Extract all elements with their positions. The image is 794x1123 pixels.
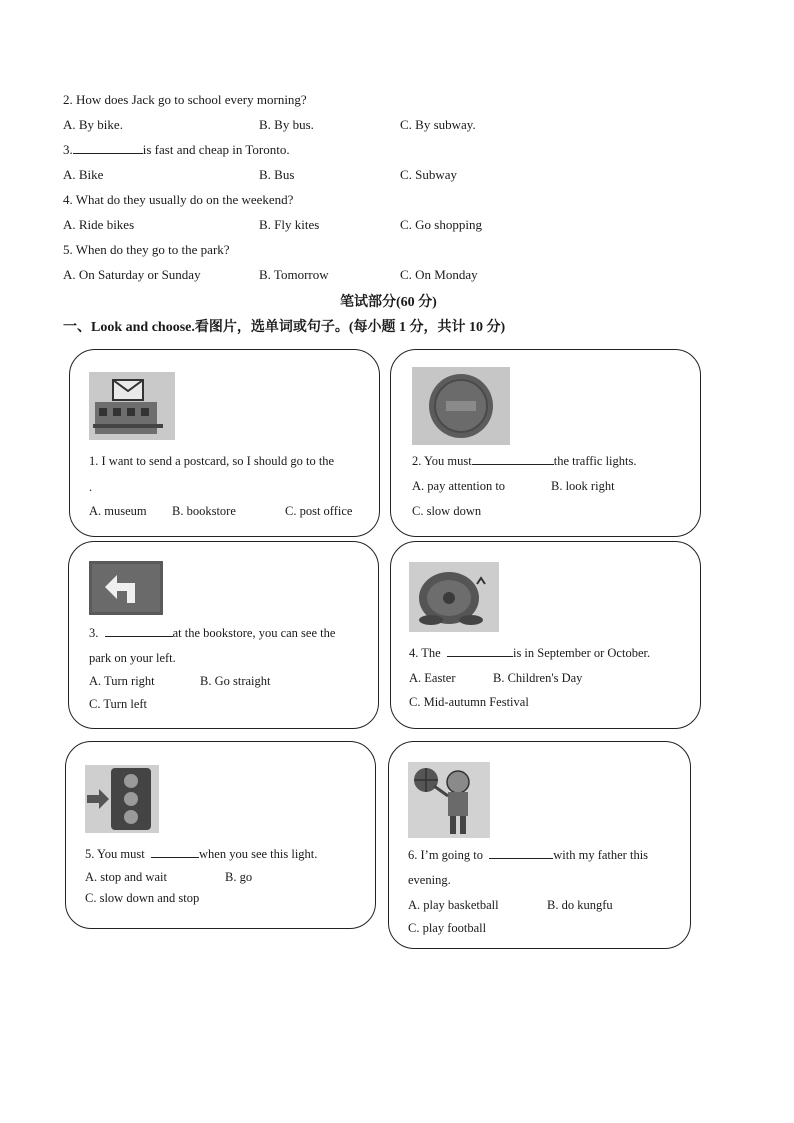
card-5-option-b: B. go bbox=[225, 870, 253, 884]
card-3-option-b: B. Go straight bbox=[200, 674, 271, 688]
card-4-blank bbox=[447, 645, 513, 657]
card-6-blank bbox=[489, 847, 553, 859]
q3-text bbox=[63, 142, 290, 158]
card-4-prefix: 4. The bbox=[409, 646, 441, 660]
written-part-heading: 笔试部分(60 分) bbox=[340, 295, 437, 310]
q2-text: 2. How does Jack go to school every morning? bbox=[63, 92, 307, 107]
q3-suffix: is fast and cheap in Toronto. bbox=[142, 142, 290, 157]
q4-option-b: B. Fly kites bbox=[259, 217, 320, 232]
q3-prefix: 3. bbox=[63, 142, 73, 157]
card-2-option-a: A. pay attention to bbox=[412, 479, 506, 493]
card-2-prefix: 2. You must bbox=[412, 454, 472, 468]
q2-option-a: A. By bike. bbox=[63, 117, 123, 132]
card-1-option-b: B. bookstore bbox=[172, 504, 236, 518]
card-5-prefix: 5. You must bbox=[85, 847, 145, 861]
card-1-line-2: . bbox=[89, 480, 93, 494]
card-5-line-1 bbox=[85, 846, 317, 862]
card-4-option-a: A. Easter bbox=[409, 671, 456, 685]
card-6-prefix: 6. I’m going to bbox=[408, 848, 483, 862]
card-5-blank bbox=[151, 846, 199, 858]
card-4-option-b: B. Children's Day bbox=[493, 671, 583, 685]
card-6-option-b: B. do kungfu bbox=[547, 898, 613, 912]
traffic-light-picture bbox=[85, 765, 159, 833]
card-3-line-1 bbox=[89, 625, 335, 641]
card-4-suffix: is in September or October. bbox=[512, 646, 651, 660]
traffic-sign-picture bbox=[412, 367, 510, 445]
card-6-option-c: C. play football bbox=[408, 921, 487, 935]
card-1-option-a: A. museum bbox=[89, 504, 147, 518]
q3-option-a: A. Bike bbox=[63, 167, 104, 182]
q5-option-a: A. On Saturday or Sunday bbox=[63, 267, 201, 282]
card-1-option-c: C. post office bbox=[285, 504, 353, 518]
q4-option-c: C. Go shopping bbox=[400, 217, 482, 232]
card-2-blank bbox=[472, 453, 554, 465]
q5-text: 5. When do they go to the park? bbox=[63, 242, 230, 257]
card-3-blank bbox=[105, 625, 173, 637]
card-4-option-c: C. Mid-autumn Festival bbox=[409, 695, 529, 709]
q2-option-c: C. By subway. bbox=[400, 117, 476, 132]
card-2-suffix: the traffic lights. bbox=[553, 454, 637, 468]
q5-option-c: C. On Monday bbox=[400, 267, 478, 282]
card-3-option-a: A. Turn right bbox=[89, 674, 155, 688]
card-6-line-1 bbox=[408, 847, 648, 863]
card-4-line-1 bbox=[409, 645, 650, 661]
q5-option-b: B. Tomorrow bbox=[259, 267, 329, 282]
q4-text: 4. What do they usually do on the weekend? bbox=[63, 192, 294, 207]
card-2-option-c: C. slow down bbox=[412, 504, 482, 518]
mooncake-picture bbox=[409, 562, 499, 632]
card-3 bbox=[68, 541, 379, 729]
card-6 bbox=[388, 741, 691, 949]
post-office-picture bbox=[89, 372, 175, 440]
card-4 bbox=[390, 541, 701, 729]
card-1-line-1: 1. I want to send a postcard, so I should go to the bbox=[89, 454, 335, 468]
card-1 bbox=[69, 349, 380, 537]
card-3-suffix: at the bookstore, you can see the bbox=[172, 626, 336, 640]
q3-option-c: C. Subway bbox=[400, 167, 458, 182]
card-2-option-b: B. look right bbox=[551, 479, 615, 493]
card-5-suffix: when you see this light. bbox=[199, 847, 318, 861]
q4-option-a: A. Ride bikes bbox=[63, 217, 135, 232]
card-5-option-c: C. slow down and stop bbox=[85, 891, 200, 905]
card-6-line-2: evening. bbox=[408, 873, 451, 887]
q2-option-b: B. By bus. bbox=[259, 117, 314, 132]
card-6-suffix: with my father this bbox=[553, 848, 649, 862]
turn-left-sign-picture bbox=[89, 561, 163, 615]
card-5 bbox=[65, 741, 376, 929]
card-5-option-a: A. stop and wait bbox=[85, 870, 167, 884]
basketball-boy-picture bbox=[408, 762, 490, 838]
card-3-line-2: park on your left. bbox=[89, 651, 176, 665]
card-2-line-1 bbox=[412, 453, 636, 469]
section-1-title: 一、Look and choose.看图片，选单词或句子。(每小题 1 分，共计 10 分) bbox=[63, 320, 506, 335]
card-3-option-c: C. Turn left bbox=[89, 697, 148, 711]
card-2 bbox=[390, 349, 701, 537]
card-3-prefix: 3. bbox=[89, 626, 99, 640]
q3-blank bbox=[73, 142, 143, 154]
card-6-option-a: A. play basketball bbox=[408, 898, 499, 912]
q3-option-b: B. Bus bbox=[259, 167, 295, 182]
